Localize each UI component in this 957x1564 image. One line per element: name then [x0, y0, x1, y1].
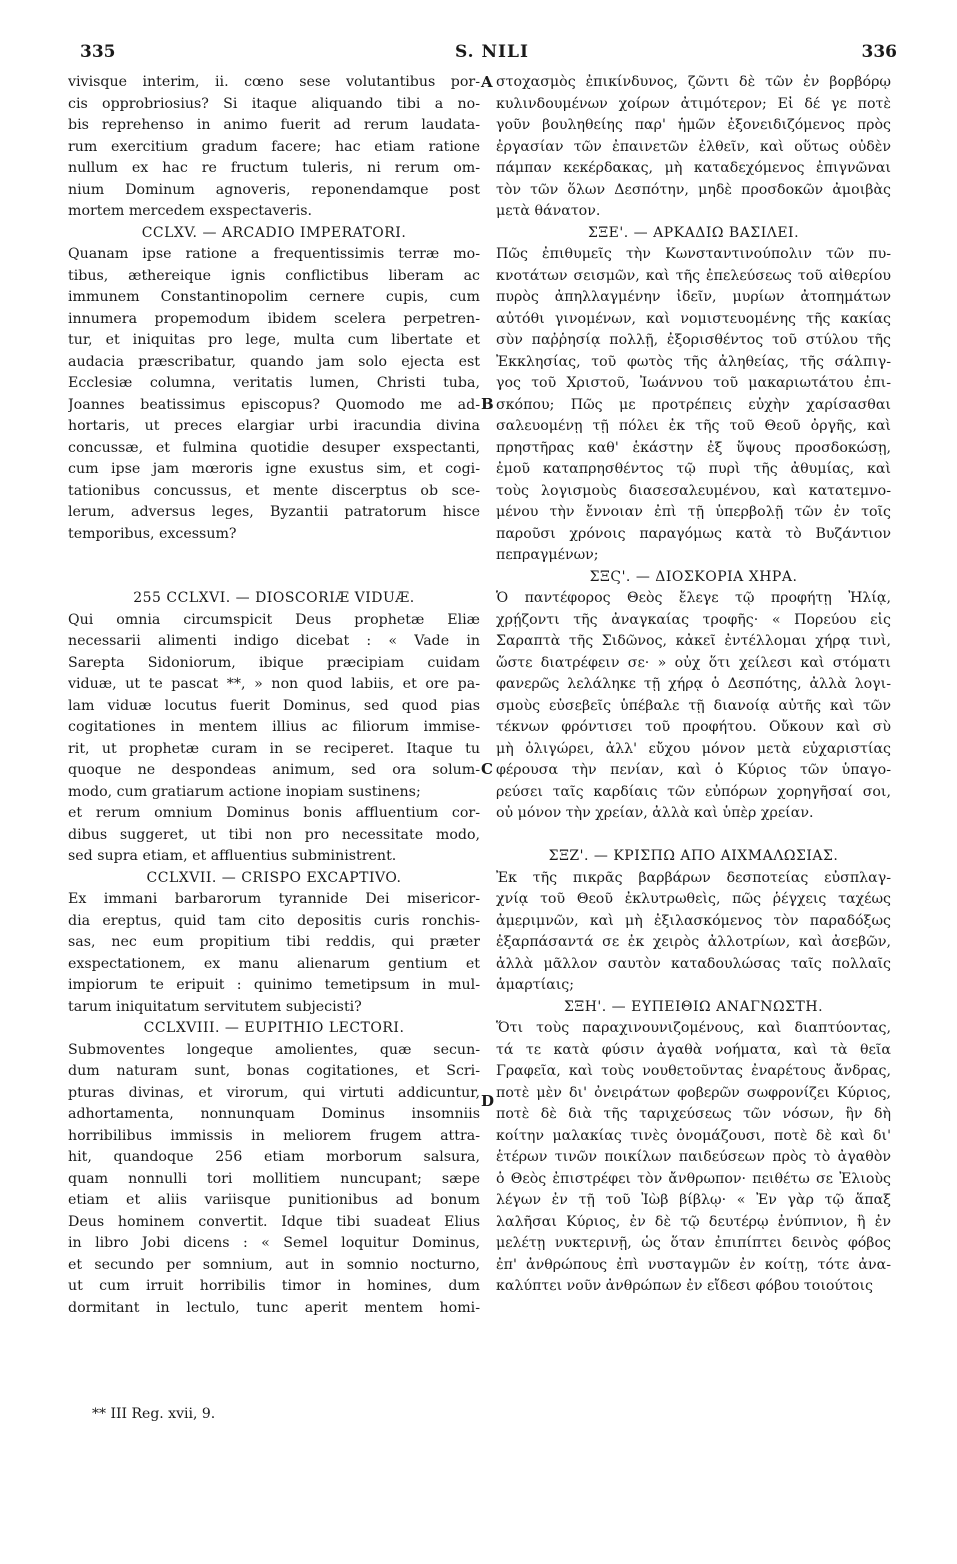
greek-line: ἀλλὰ μᾶλλον σαυτὸν καταδουλώσας ταῖς πολλαῖς — [496, 955, 891, 972]
margin-marker-d: D — [481, 1092, 495, 1110]
margin-marker-b: B — [481, 395, 494, 413]
latin-line: dum naturam sunt, bonas cogitationes, et Scri- — [68, 1063, 480, 1079]
greek-line: ἑτέρων τινῶν ποικίλων παιδεύσεων πρὸς τὸ ἀγαθὸν — [496, 1149, 891, 1165]
latin-line: et secundo per somnium, aut in somnio nocturno, — [68, 1256, 480, 1273]
greek-line: φέρουσα τὴν πενίαν, καὶ ὁ Κύριος τῶν ὑπαγο- — [496, 762, 891, 778]
greek-line: σαλευομένῃ τῇ πόλει ἐκ τῆς τοῦ Θεοῦ ὀργῆς, καὶ — [496, 418, 891, 434]
latin-line: impiorum te eripuit : quinimo temetipsum in mul- — [68, 977, 480, 993]
greek-line: οὐ μόνον τὴν χρείαν, ἀλλὰ καὶ ὑπὲρ χρείαν. — [496, 805, 814, 821]
greek-line: παροῦσι χρόνοις παραγόμως κατὰ τὸ Βυζάντιον — [496, 525, 891, 542]
page-number-right: 336 — [861, 42, 897, 62]
greek-line — [496, 825, 891, 847]
page-number-left: 335 — [80, 42, 116, 62]
latin-line: quam nonnulli tori mollitiem nuncupant; sæpe — [68, 1170, 480, 1187]
greek-line: ἐπ' ἀνθρώπους ἐπὶ νυσταγμῶν ἐν κοίτῃ, τότε ἀνα- — [496, 1256, 891, 1273]
margin-marker-a: A — [481, 73, 493, 91]
margin-marker-c: C — [481, 760, 493, 778]
latin-line — [68, 545, 480, 567]
greek-line: ἁμαρτίαις; — [496, 977, 575, 993]
latin-line: Joannes beatissimus episcopus? Quomodo me ad- — [68, 396, 480, 413]
greek-line: ἐργασίαν τῶν ἐπαινετῶν ἐλθεῖν, καὶ οὕτως οὐδὲν — [496, 138, 891, 155]
latin-line: audacia præscribatur, quando jam solo ejecta est — [68, 353, 480, 370]
latin-line: etiam et aliis variisque punitionibus ad bonum — [68, 1192, 480, 1208]
latin-line: vivisque interim, ii. cœno sese volutantibus por- — [68, 74, 480, 90]
latin-line: horribilibus immissis in meliorem frugem attra- — [68, 1127, 480, 1144]
greek-line: Ὅτι τοὺς παραχινουνιζομένους, καὶ διαπτύοντας, — [496, 1020, 891, 1036]
greek-line: τέκνων φρόντισει τοῦ προφήτου. Οὔκουν καὶ σὺ — [496, 719, 891, 735]
greek-section-heading: ΣΞΗ'. — ΕΥΠΕΙΘΙΩ ΑΝΑΓΝΩΣΤΗ. — [563, 998, 824, 1015]
latin-line: rit, ut prophetæ curam in se reciperet. Itaque tu — [68, 740, 480, 757]
greek-line: ποτὲ μὲν δι' ὀνειράτων φοβερῶν σωφρονίζει Κύριος, — [496, 1084, 891, 1101]
latin-line — [68, 567, 480, 589]
latin-line: bis reprehenso in animo fuerit ad rerum laudata- — [68, 117, 480, 133]
greek-line: Πῶς ἐπιθυμεῖς τὴν Κωνσταντινούπολιν τῶν πυ- — [496, 246, 891, 262]
latin-line: tibus, æthereique ignis conflictibus liberam ac — [68, 267, 480, 284]
greek-line: Ἐκ τῆς πικρᾶς βαρβάρων δεσποτείας εὐσπλαγ- — [496, 869, 891, 886]
latin-section-heading: CCLXV. — ARCADIO IMPERATORI. — [141, 224, 407, 241]
latin-line: Ecclesiæ columna, veritatis lumen, Christi tuba, — [68, 375, 480, 391]
latin-line: dormitant in lectulo, tunc aperit mentem homi- — [68, 1299, 480, 1316]
latin-line: rum exercitium gradum facere; hac etiam ratione — [68, 138, 480, 155]
greek-line: ἐμοῦ καταπρησθέντος τῷ πυρὶ τῆς ἀθυμίας, καὶ — [496, 461, 891, 477]
greek-line: στοχασμὸς ἐπικίνδυνος, ζῶντι δὲ τῶν ἐν βορβόρῳ — [496, 74, 891, 90]
running-header — [80, 42, 897, 66]
latin-line: necessarii alimenti indigo dicebat : « Vade in — [68, 633, 480, 649]
greek-line: κνοτάτων σεισμῶν, καὶ τῆς ἐπελεύσεως τοῦ αἰθερίου — [496, 267, 891, 284]
latin-section-heading: CCLXVII. — CRISPO EXCAPTIVO. — [146, 869, 402, 886]
latin-line: ut cum irruit horribilis timor in homines, dum — [68, 1278, 480, 1294]
greek-line: μελέτῃ νυκτερινῇ, ὡς ὅταν ἐπιπίπτει δεινὸς φόβος — [496, 1235, 891, 1251]
greek-line: χνίᾳ τοῦ Θεοῦ ἐκλυτρωθεὶς, πῶς ῥέγχεις ταχέως — [496, 891, 891, 907]
greek-section-heading: ΣΞΖ'. — ΚΡΙΣΠΩ ΑΠΟ ΑΙΧΜΑΛΩΣΙΑΣ. — [548, 848, 839, 864]
latin-line: hortaris, ut preces elargiar urbi iracundia divina — [68, 418, 480, 434]
greek-line: χρῄζοντι τῆς ἀναγκαίας τροφῆς· « Πορεύου εἰς — [496, 611, 891, 628]
greek-line: κυλινδουμένων χοίρων ἀτιμότερον; Εἰ δέ γε ποτὲ — [496, 95, 891, 112]
greek-line: μένου τὴν ἔννοιαν ἐπὶ τῇ ὑπερβολῇ τῶν ἐν τοῖς — [496, 504, 891, 520]
greek-line: Ἐκκλησίας, τοῦ φωτὸς τῆς ἀληθείας, τῆς σάλπιγ- — [496, 353, 891, 370]
greek-line: μετὰ θάνατον. — [496, 203, 601, 219]
greek-line: ἐξαρπάσαντά σε ἐκ χειρὸς ἀλλοτρίων, καὶ ἀσεβῶν, — [496, 934, 891, 950]
greek-line: Γραφεῖα, καὶ τοὺς νουθετοῦντας ἐναρέτους ἄνδρας, — [496, 1063, 891, 1079]
greek-line: γος τοῦ Χριστοῦ, Ἰωάννου τοῦ μακαριωτάτου ἐπι- — [496, 375, 891, 391]
greek-section-heading: ΣΞΕ'. — ΑΡΚΑΔΙΩ ΒΑΣΙΛΕΙ. — [587, 224, 800, 241]
greek-line: Σαραπτὰ τῆς Σιδῶνος, κἀκεῖ ἐντέλλομαι χήρᾳ τινὶ, — [496, 633, 891, 649]
latin-line: quoque ne despondeas animum, sed ora solum- — [68, 762, 480, 778]
greek-line: ὁ Θεὸς ἐπιστρέφει τὸν ἄνθρωπον· πειθέτω σε Ἐλιοὺς — [496, 1170, 891, 1187]
greek-line: ὥστε διατρέφειν σε· » οὐχ ὅτι χείλεσι καὶ στόματι — [496, 654, 891, 671]
latin-line: Qui omnia circumspicit Deus prophetæ Eliæ — [68, 611, 480, 628]
greek-line: λαλῆσαι Κύριος, ἐν δὲ τῷ δευτέρῳ ἐνύπνιον, ἢ ἐν — [496, 1213, 891, 1230]
latin-line: Ex immani barbarorum tyrannide Dei misericor- — [68, 891, 480, 907]
latin-section-heading: CCLXVIII. — EUPITHIO LECTORI. — [143, 1020, 405, 1036]
greek-line: τοὺς λογισμοὺς διασεσαλευμένου, καὶ κατατεμνο- — [496, 482, 891, 499]
greek-line: καλύπτει νοῦν ἀνθρώπων ἐν εἴδεσι φόβου τοιούτοις — [496, 1278, 873, 1294]
greek-line: ἀμεριμνῶν, καὶ μὴ ἐξιλασκόμενος τὸν παραδόξως — [496, 912, 891, 929]
latin-line: Submoventes longeque amolientes, quæ secun- — [68, 1041, 480, 1058]
greek-line: αὐτόθι γινομένων, καὶ νομιστευομένης τῆς κακίας — [496, 310, 891, 327]
greek-line: Ὁ παντέφορος Θεὸς ἔλεγε τῷ προφήτῃ Ἠλίᾳ, — [496, 590, 891, 606]
latin-line: Sarepta Sidoniorum, ibique præcipiam cuidam — [68, 654, 480, 671]
latin-line: tarum iniquitatum servitutem subjecisti? — [68, 998, 362, 1015]
greek-column — [496, 72, 891, 1298]
latin-line: in libro Jobi dicens : « Semel loquitur Dominus, — [68, 1235, 480, 1251]
latin-line: dibus suggeret, ut tibi non pro necessitate modo, — [68, 826, 480, 843]
running-title: S. NILI — [455, 42, 529, 62]
greek-line: πεπραγμένων; — [496, 547, 599, 563]
greek-line: γοῦν βουληθείης παρ' ἡμῶν ἐξονειδιζόμενος πρὸς — [496, 117, 891, 133]
latin-section-heading: 255 CCLXVI. — DIOSCORIÆ VIDUÆ. — [133, 590, 415, 606]
latin-line: Quanam ipse ratione a frequentissimis terræ mo- — [68, 246, 480, 262]
latin-line: tur, et iniquitas pro lege, multa cum libertate et — [68, 332, 480, 348]
latin-line: exspectationem, ex manu alienarum gentium et — [68, 955, 480, 972]
greek-line: σκόπου; Πῶς με προτρέπεις εὐχὴν χαρίσασθαι — [496, 396, 891, 413]
greek-line: κοίτην μαλακίας τινὲς ὀνομάζουσι, ποτὲ δὲ καὶ δι' — [496, 1127, 891, 1144]
latin-line: dia ereptus, quid tam cito depositis curis ronchis- — [68, 912, 480, 929]
latin-line: sas, nec eum propitium tibi reddis, qui præter — [68, 934, 480, 950]
latin-line: lerum, adversus leges, Byzantii patratorum hisce — [68, 504, 480, 520]
greek-section-heading: ΣΞϚ'. — ΔΙΟΣΚΟΡΙΑ ΧΗΡΑ. — [589, 568, 798, 585]
footnote: ** III Reg. xvii, 9. — [92, 1406, 216, 1422]
latin-column — [68, 72, 480, 1319]
greek-line: σὺν παῤῥησίᾳ πολλῇ, ἐξορισθέντος τοῦ στύλου τῆς — [496, 332, 891, 348]
latin-line: hit, quandoque 256 etiam morborum salsura, — [68, 1149, 480, 1165]
latin-line: adhortamenta, nonnunquam Dominus insomniis — [68, 1106, 480, 1122]
latin-line: modo, cum gratiarum actione inopiam sustinens; — [68, 783, 421, 800]
greek-line: ποτὲ δὲ διὰ τῆς ταριχεύσεως τῶν νόσων, ἣν δὴ — [496, 1106, 891, 1122]
latin-line: cogitationes in mentem illius ac filiorum immise- — [68, 719, 480, 735]
greek-line: μὴ ὀλιγώρει, ἀλλ' εὔχου μόνον μετὰ εὐχαριστίας — [496, 740, 891, 757]
latin-line: sed supra etiam, et affluentius subministrent. — [68, 848, 397, 864]
greek-line: ρεύσει ταῖς καρδίαις τῶν εὐπόρων χορηγῆσαί σοι, — [496, 783, 891, 800]
greek-line: πυρὸς ἀπηλλαγμένην ἰδεῖν, μυρίων ἀτοπημάτων — [496, 289, 891, 305]
latin-line: lam viduæ locutus fuerit Dominus, sed quod pias — [68, 697, 480, 714]
latin-line: mortem mercedem exspectaveris. — [68, 203, 313, 219]
latin-line: innumera propemodum ibidem scelera perpetren- — [68, 310, 480, 327]
latin-line: viduæ, ut te pascat **, » non quod labiis, et ore pa- — [68, 676, 480, 692]
latin-line: nium Dominum agnoveris, reponendamque post — [68, 181, 480, 198]
latin-line: temporibus, excessum? — [68, 525, 237, 542]
greek-line: φανερῶς λελάληκε τῇ χήρᾳ ὁ Δεσπότης, ἀλλὰ λογι- — [496, 676, 891, 692]
latin-line: immunem Constantinopolim cernere cupis, cum — [68, 289, 480, 305]
latin-line: nullum ex hac re fructum tuleris, ni rerum om- — [68, 160, 480, 176]
greek-line: σμοὺς εὐσεβεῖς ὑπέβαλε τῇ διανοίᾳ αὐτῆς καὶ τῶν — [496, 697, 891, 714]
greek-line: πάμπαν κεκέρδακας, μὴ καταδεχόμενος ἐπιγνῶναι — [496, 160, 891, 176]
greek-line: τὸν τῶν ὅλων Δεσπότην, μηδὲ προσδοκῶν ἀμοιβὰς — [496, 181, 891, 198]
latin-line: Deus hominem convertit. Idque tibi suadeat Elius — [68, 1213, 480, 1230]
greek-line: πρηστῆρας καθ' ἑκάστην ἐξ ὕψους προσδοκώσῃ, — [496, 439, 891, 456]
latin-line: cis opprobriosius? Si itaque aliquando tibi a no- — [68, 95, 480, 112]
latin-line: cum ipse jam mœroris igne exustus sim, et cogi- — [68, 461, 480, 477]
latin-line: et rerum omnium Dominus bonis affluentium cor- — [68, 805, 480, 821]
greek-line: τά τε κατὰ φύσιν ἀγαθὰ νοήματα, καὶ τὰ θεῖα — [496, 1041, 891, 1058]
greek-line: λέγων ἐν τῇ τοῦ Ἰὼβ βίβλῳ· « Ἐν γὰρ τῷ ἅπαξ — [496, 1192, 891, 1208]
latin-line: pturas divinas, et virorum, qui virtuti addicuntur, — [68, 1084, 480, 1101]
latin-line: tationibus concussus, et mente discerptus ob sce- — [68, 482, 480, 499]
latin-line: concussæ, et fulmina quotidie desuper exspectanti, — [68, 439, 480, 456]
